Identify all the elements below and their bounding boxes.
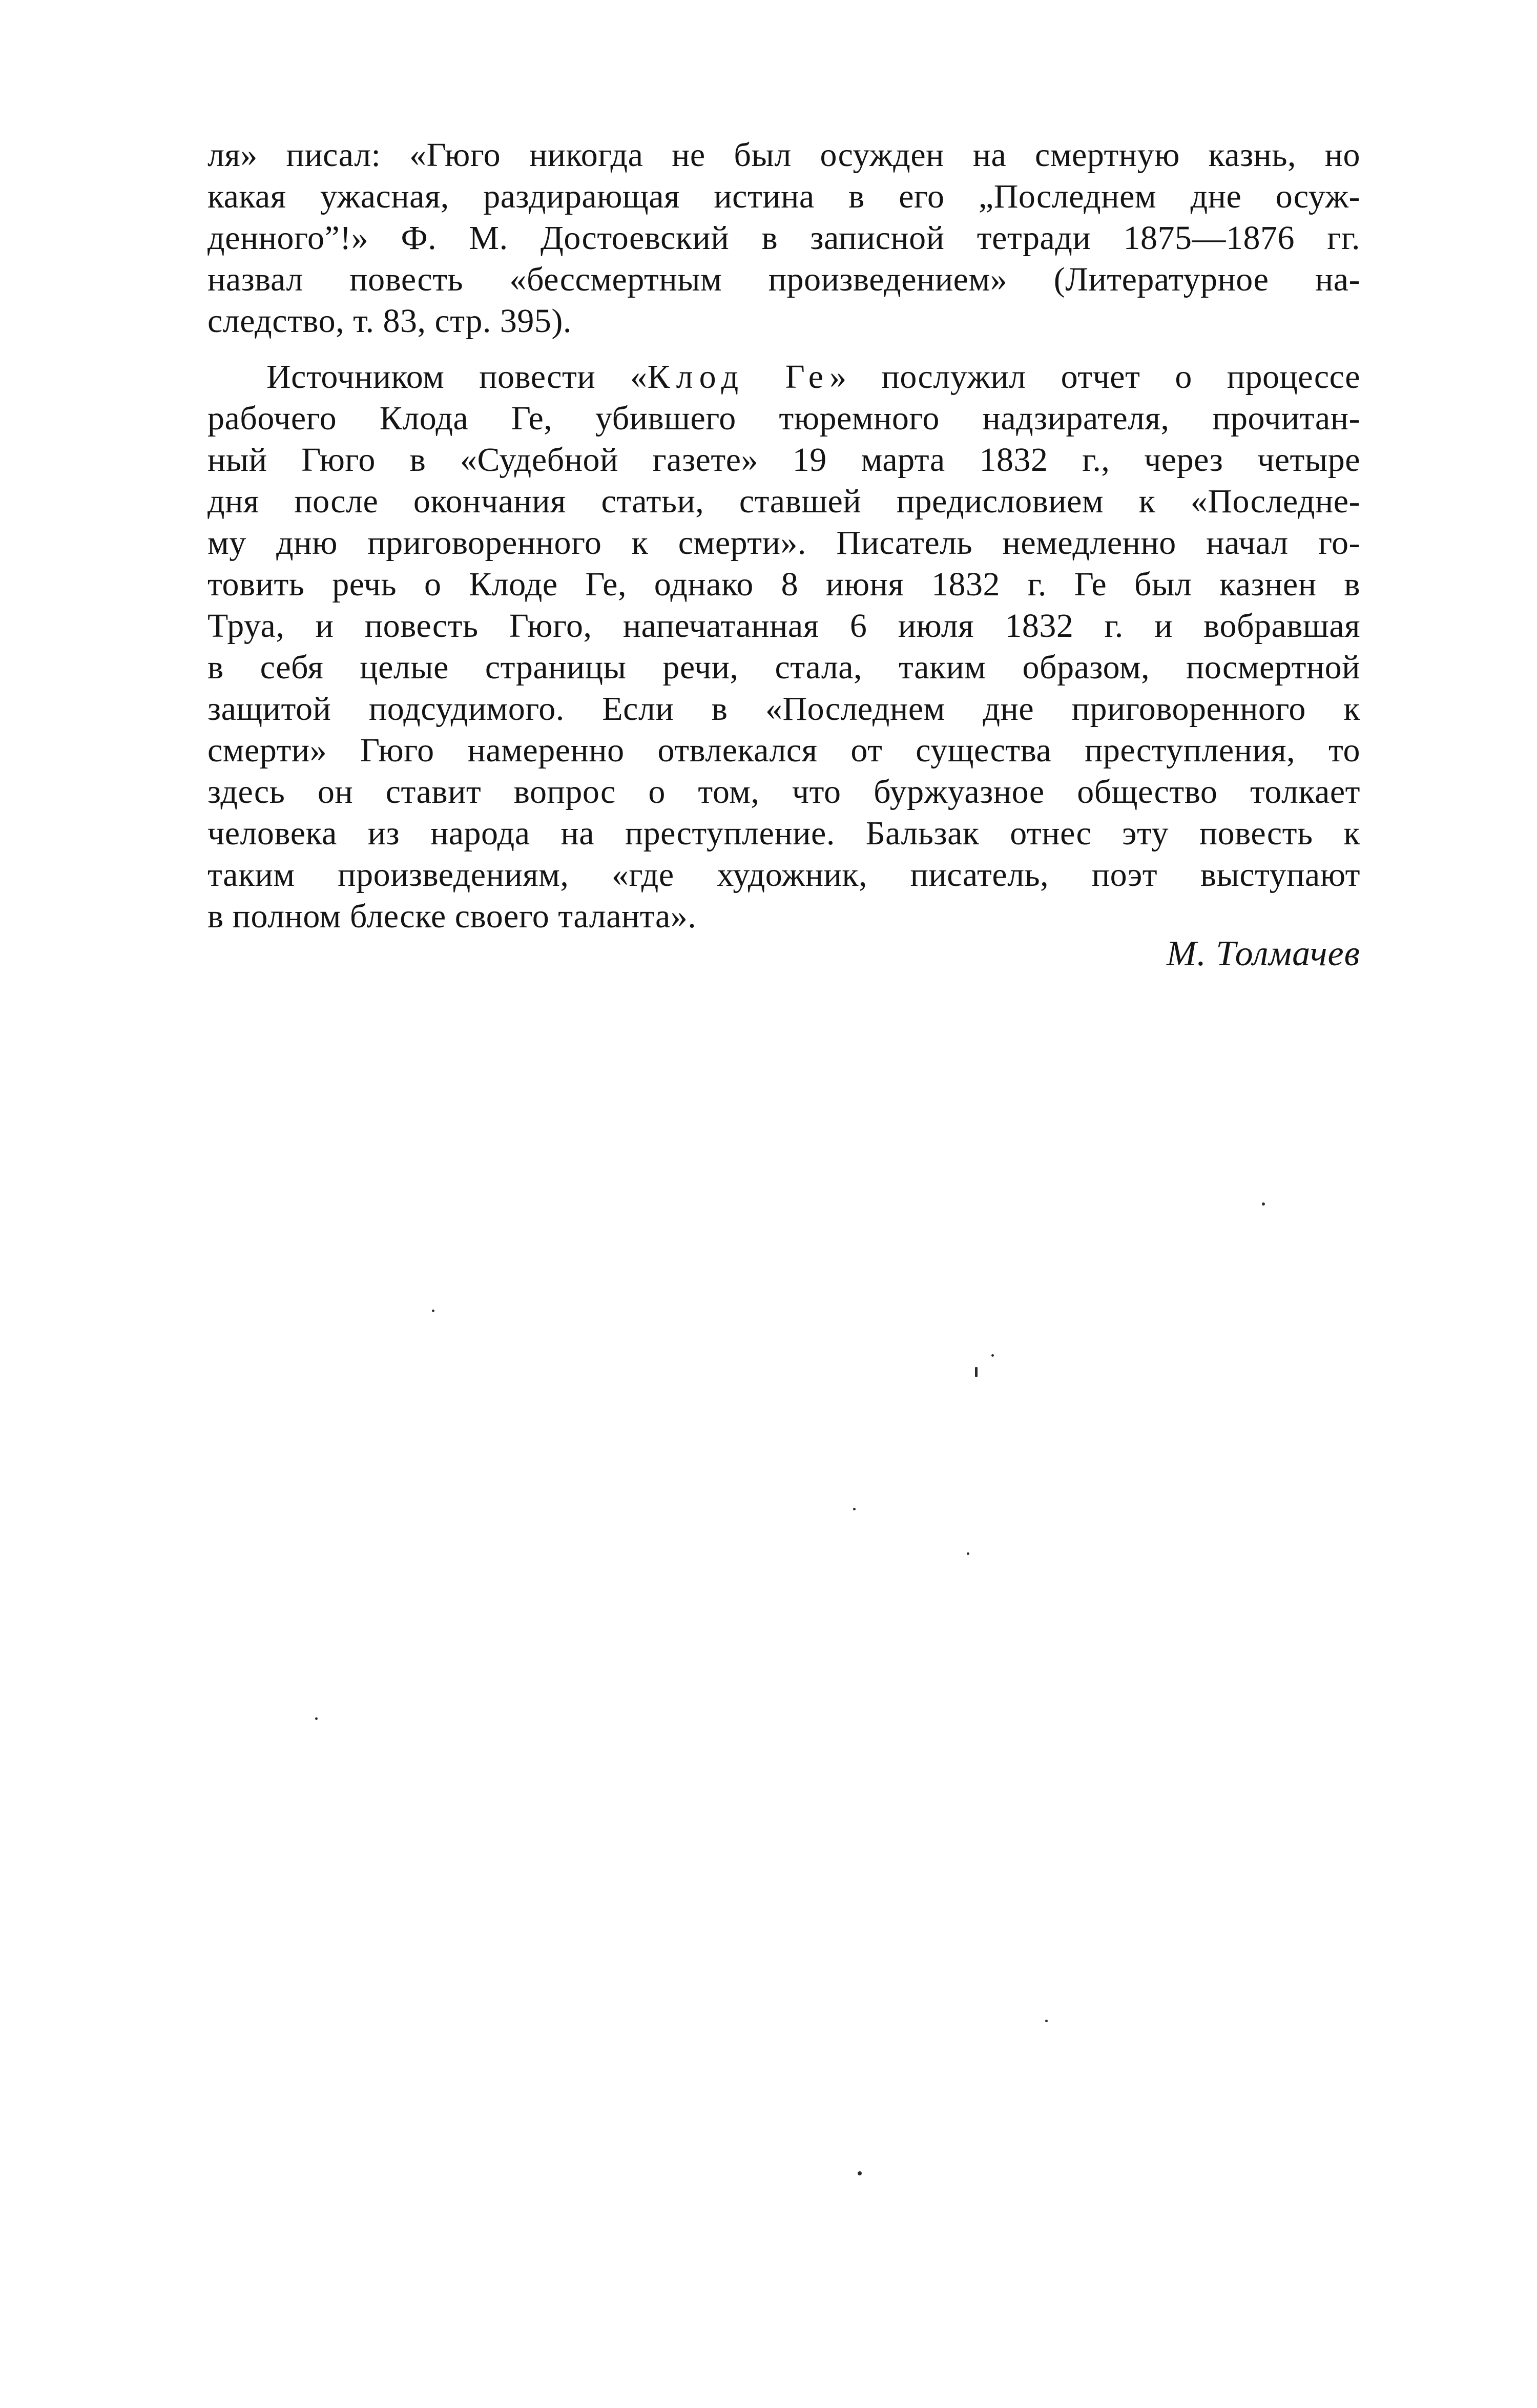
text-line: таким произведениям, «где художник, писатель, поэт выступают bbox=[207, 856, 1360, 894]
text-line: ный Гюго в «Судебной газете» 19 марта 1832 г., через четыре bbox=[207, 441, 1360, 479]
text-line bbox=[207, 356, 1360, 398]
text-line: му дню приговоренного к смерти». Писатель немедленно начал го- bbox=[207, 524, 1360, 562]
text-line: человека из народа на преступление. Бальзак отнес эту повесть к bbox=[207, 815, 1360, 852]
text-line: денного”!» Ф. М. Достоевский в записной тетради 1875—1876 гг. bbox=[207, 219, 1360, 257]
scan-speck bbox=[967, 1552, 969, 1555]
text-line: рабочего Клода Ге, убившего тюремного надзирателя, прочитан- bbox=[207, 400, 1360, 437]
scan-speck bbox=[1262, 1202, 1265, 1206]
text-line: дня после окончания статьи, ставшей предисловием к «Последне- bbox=[207, 483, 1360, 520]
scan-speck bbox=[991, 1354, 994, 1357]
body-text bbox=[207, 134, 1360, 937]
scan-speck bbox=[853, 1508, 856, 1510]
text-line: Труа, и повесть Гюго, напечатанная 6 июля 1832 г. и вобравшая bbox=[207, 607, 1360, 645]
text-line: какая ужасная, раздирающая истина в его „Последнем дне осуж- bbox=[207, 178, 1360, 215]
scan-speck bbox=[1045, 2020, 1048, 2022]
text-line: здесь он ставит вопрос о том, что буржуазное общество толкает bbox=[207, 773, 1360, 811]
text-run: Источником повести « bbox=[266, 358, 648, 396]
text-line: назвал повесть «бессмертным произведением» (Литературное на- bbox=[207, 261, 1360, 298]
paragraph-gap bbox=[207, 342, 1360, 356]
text-line: в себя целые страницы речи, стала, таким образом, посмертной bbox=[207, 649, 1360, 686]
scan-speck bbox=[858, 2171, 862, 2175]
text-run: » послужил отчет о процессе bbox=[829, 358, 1361, 396]
scan-speck bbox=[315, 1717, 318, 1720]
spaced-title: Клод Ге bbox=[647, 358, 830, 396]
paragraph-2 bbox=[207, 356, 1360, 937]
scan-speck bbox=[975, 1367, 978, 1377]
scan-speck bbox=[432, 1310, 434, 1312]
text-line: товить речь о Клоде Ге, однако 8 июня 1832 г. Ге был казнен в bbox=[207, 566, 1360, 603]
text-line: смерти» Гюго намеренно отвлекался от существа преступления, то bbox=[207, 732, 1360, 769]
author-signature: М. Толмачев bbox=[1166, 934, 1360, 973]
text-line: защитой подсудимого. Если в «Последнем дне приговоренного к bbox=[207, 690, 1360, 728]
text-line: в полном блеске своего таланта». bbox=[207, 898, 697, 935]
paragraph-1 bbox=[207, 134, 1360, 342]
text-line: следство, т. 83, стр. 395). bbox=[207, 302, 572, 340]
text-line: ля» писал: «Гюго никогда не был осужден на смертную казнь, но bbox=[207, 136, 1360, 174]
